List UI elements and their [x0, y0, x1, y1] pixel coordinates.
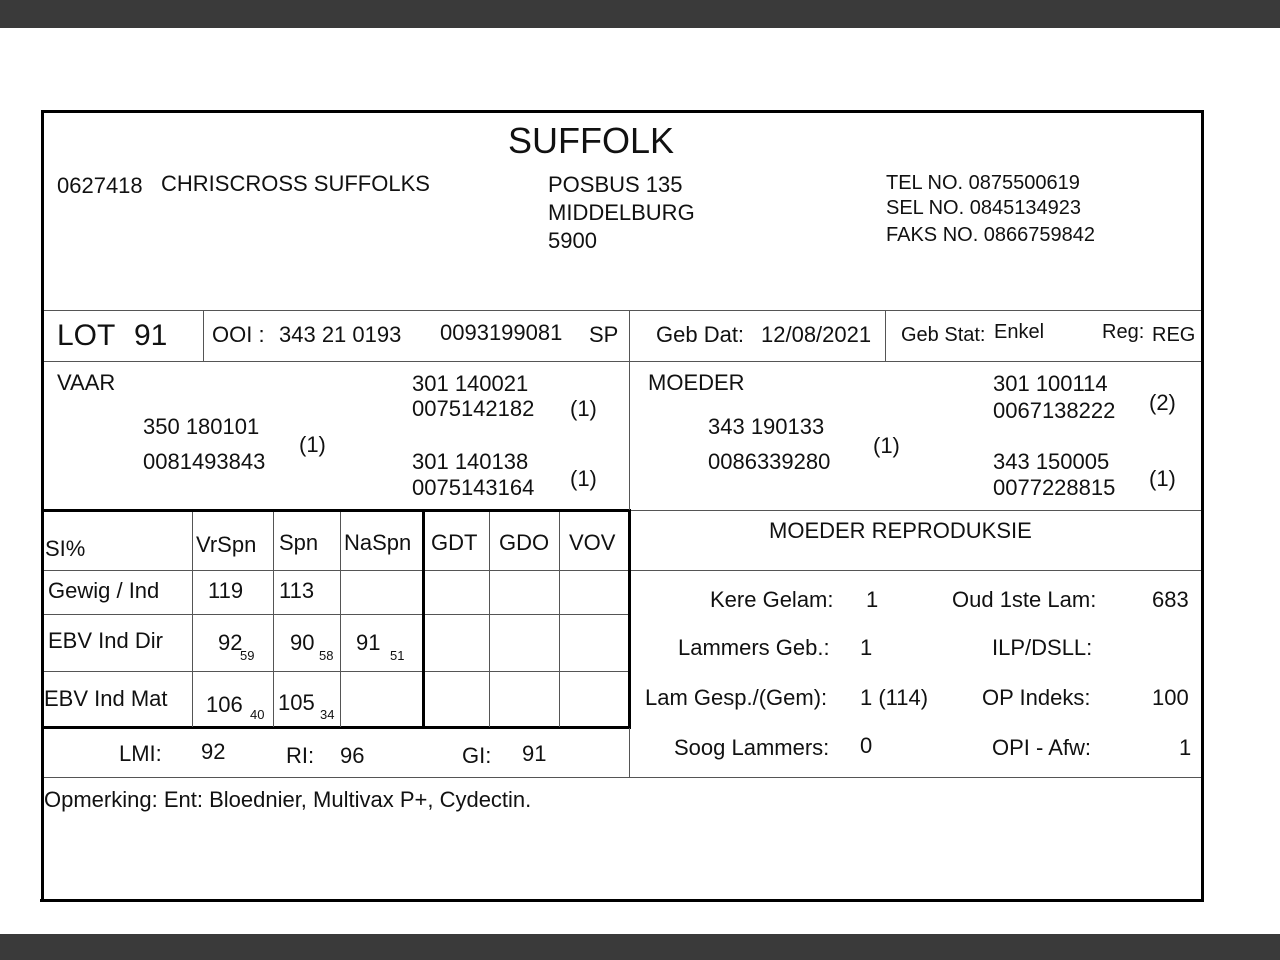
divider-repro-title [630, 570, 1201, 571]
si-table-bottom-border [42, 726, 631, 729]
si-row3-vrspn-sub: 40 [250, 707, 265, 722]
si-header-gdo: GDO [499, 530, 550, 555]
bottom-bar [0, 934, 1280, 960]
lmi-label: LMI: [119, 741, 162, 766]
lmi-value: 92 [201, 739, 226, 764]
oud-1ste-lam-label: Oud 1ste Lam: [952, 587, 1097, 612]
moeder-dam-id: 343 150005 [993, 449, 1110, 474]
si-row3-label: EBV Ind Mat [44, 686, 168, 711]
si-col-1 [192, 512, 193, 727]
ooi-id: 343 21 0193 [279, 322, 402, 347]
si-header-spn: Spn [279, 530, 319, 555]
divider-si-header [44, 570, 630, 571]
card-border-top [42, 110, 1204, 113]
si-col-6 [559, 512, 560, 727]
kere-gelam-value: 1 [866, 587, 879, 612]
si-row2-spn-sub: 58 [319, 648, 334, 663]
vaar-label: VAAR [57, 370, 116, 395]
divider-repro-top [630, 510, 1201, 511]
si-row3-spn: 105 [278, 690, 315, 715]
lam-gesp-value: 1 (114) [860, 685, 929, 710]
vaar-mult: (1) [299, 432, 326, 457]
divider-lot-ooi [203, 310, 204, 361]
si-header-si: SI% [45, 536, 86, 561]
soog-lammers-label: Soog Lammers: [674, 735, 830, 760]
si-row2-naspn-sub: 51 [390, 648, 405, 663]
ri-label: RI: [286, 743, 315, 768]
ilp-dsll-label: ILP/DSLL: [992, 635, 1093, 660]
gi-label: GI: [462, 743, 492, 768]
gi-value: 91 [522, 741, 547, 766]
si-row2-vrspn: 92 [218, 630, 243, 655]
top-bar [0, 0, 1280, 28]
si-row3-spn-sub: 34 [320, 707, 335, 722]
op-indeks-label: OP Indeks: [982, 685, 1091, 710]
vaar-reg: 0081493843 [143, 449, 266, 474]
si-header-gdt: GDT [431, 530, 478, 555]
divider-indices-repro [629, 728, 630, 778]
si-header-naspn: NaSpn [344, 530, 412, 555]
si-header-vov: VOV [569, 530, 616, 555]
faks-number: FAKS NO. 0866759842 [886, 224, 1096, 246]
si-col-5 [489, 512, 490, 727]
divider-geb-stat [885, 310, 886, 361]
si-header-vrspn: VrSpn [196, 532, 257, 557]
opmerking: Opmerking: Ent: Bloednier, Multivax P+, Cydectin. [44, 787, 532, 812]
si-table-top-border [42, 509, 631, 512]
opi-afw-label: OPI - Afw: [992, 735, 1092, 760]
moeder-sire-reg: 0067138222 [993, 398, 1116, 423]
moeder-dam-mult: (1) [1149, 466, 1176, 491]
moeder-id: 343 190133 [708, 414, 825, 439]
geb-dat-value: 12/08/2021 [761, 322, 872, 347]
geb-dat-label: Geb Dat: [656, 322, 745, 347]
si-table-mid-border [422, 509, 425, 729]
ooi-reg-number: 0093199081 [440, 320, 563, 345]
vaar-id: 350 180101 [143, 414, 260, 439]
vaar-dam-id: 301 140138 [412, 449, 529, 474]
divider-si-row1 [44, 614, 630, 615]
kere-gelam-label: Kere Gelam: [710, 587, 834, 612]
si-row2-spn: 90 [290, 630, 315, 655]
tel-number: TEL NO. 0875500619 [886, 172, 1080, 194]
ri-value: 96 [340, 743, 365, 768]
si-row3-vrspn: 106 [206, 692, 243, 717]
divider-header [44, 310, 1201, 311]
si-col-3 [340, 512, 341, 727]
address-line-1: POSBUS 135 [548, 172, 683, 197]
geb-stat-label: Geb Stat: [901, 324, 986, 346]
reg-value: REG [1152, 324, 1196, 346]
divider-lot-row [44, 361, 1201, 362]
breed-title: SUFFOLK [508, 120, 675, 161]
vaar-sire-reg: 0075142182 [412, 396, 535, 421]
breeder-number: 0627418 [57, 173, 143, 198]
op-indeks-value: 100 [1152, 685, 1189, 710]
soog-lammers-value: 0 [860, 733, 873, 758]
lammers-geb-label: Lammers Geb.: [678, 635, 830, 660]
ooi-label: OOI : [212, 322, 265, 347]
divider-indices [44, 777, 1201, 778]
si-row1-vrspn: 119 [208, 578, 244, 603]
moeder-mult: (1) [873, 433, 900, 458]
moeder-sire-mult: (2) [1149, 390, 1176, 415]
opi-afw-value: 1 [1179, 735, 1192, 760]
oud-1ste-lam-value: 683 [1152, 587, 1189, 612]
si-row2-vrspn-sub: 59 [240, 648, 255, 663]
reg-label: Reg: [1102, 321, 1145, 343]
vaar-dam-mult: (1) [570, 466, 597, 491]
moeder-reg: 0086339280 [708, 449, 831, 474]
si-table-right-border [628, 509, 631, 729]
lam-gesp-label: Lam Gesp./(Gem): [645, 685, 828, 710]
si-row1-spn: 113 [279, 578, 315, 603]
lot-number: 91 [134, 319, 168, 352]
sel-number: SEL NO. 0845134923 [886, 197, 1081, 219]
vaar-sire-id: 301 140021 [412, 371, 529, 396]
repro-title: MOEDER REPRODUKSIE [769, 518, 1032, 543]
lot-label: LOT [57, 319, 116, 352]
si-row2-naspn: 91 [356, 630, 381, 655]
lammers-geb-value: 1 [860, 635, 873, 660]
vaar-sire-mult: (1) [570, 396, 597, 421]
si-row2-label: EBV Ind Dir [48, 628, 163, 653]
moeder-sire-id: 301 100114 [993, 371, 1108, 396]
divider-si-row2 [44, 671, 630, 672]
si-col-2 [273, 512, 274, 727]
card-border-bottom [40, 899, 1204, 902]
ooi-code: SP [589, 322, 619, 347]
moeder-label: MOEDER [648, 370, 745, 395]
card-border-right [1201, 110, 1204, 902]
address-line-3: 5900 [548, 228, 597, 253]
divider-ooi-geb [629, 310, 630, 510]
geb-stat-value: Enkel [994, 321, 1045, 343]
card-border-left [41, 110, 44, 902]
address-line-2: MIDDELBURG [548, 200, 695, 225]
breeder-name: CHRISCROSS SUFFOLKS [161, 171, 430, 196]
si-row1-label: Gewig / Ind [48, 578, 160, 603]
vaar-dam-reg: 0075143164 [412, 475, 535, 500]
moeder-dam-reg: 0077228815 [993, 475, 1116, 500]
